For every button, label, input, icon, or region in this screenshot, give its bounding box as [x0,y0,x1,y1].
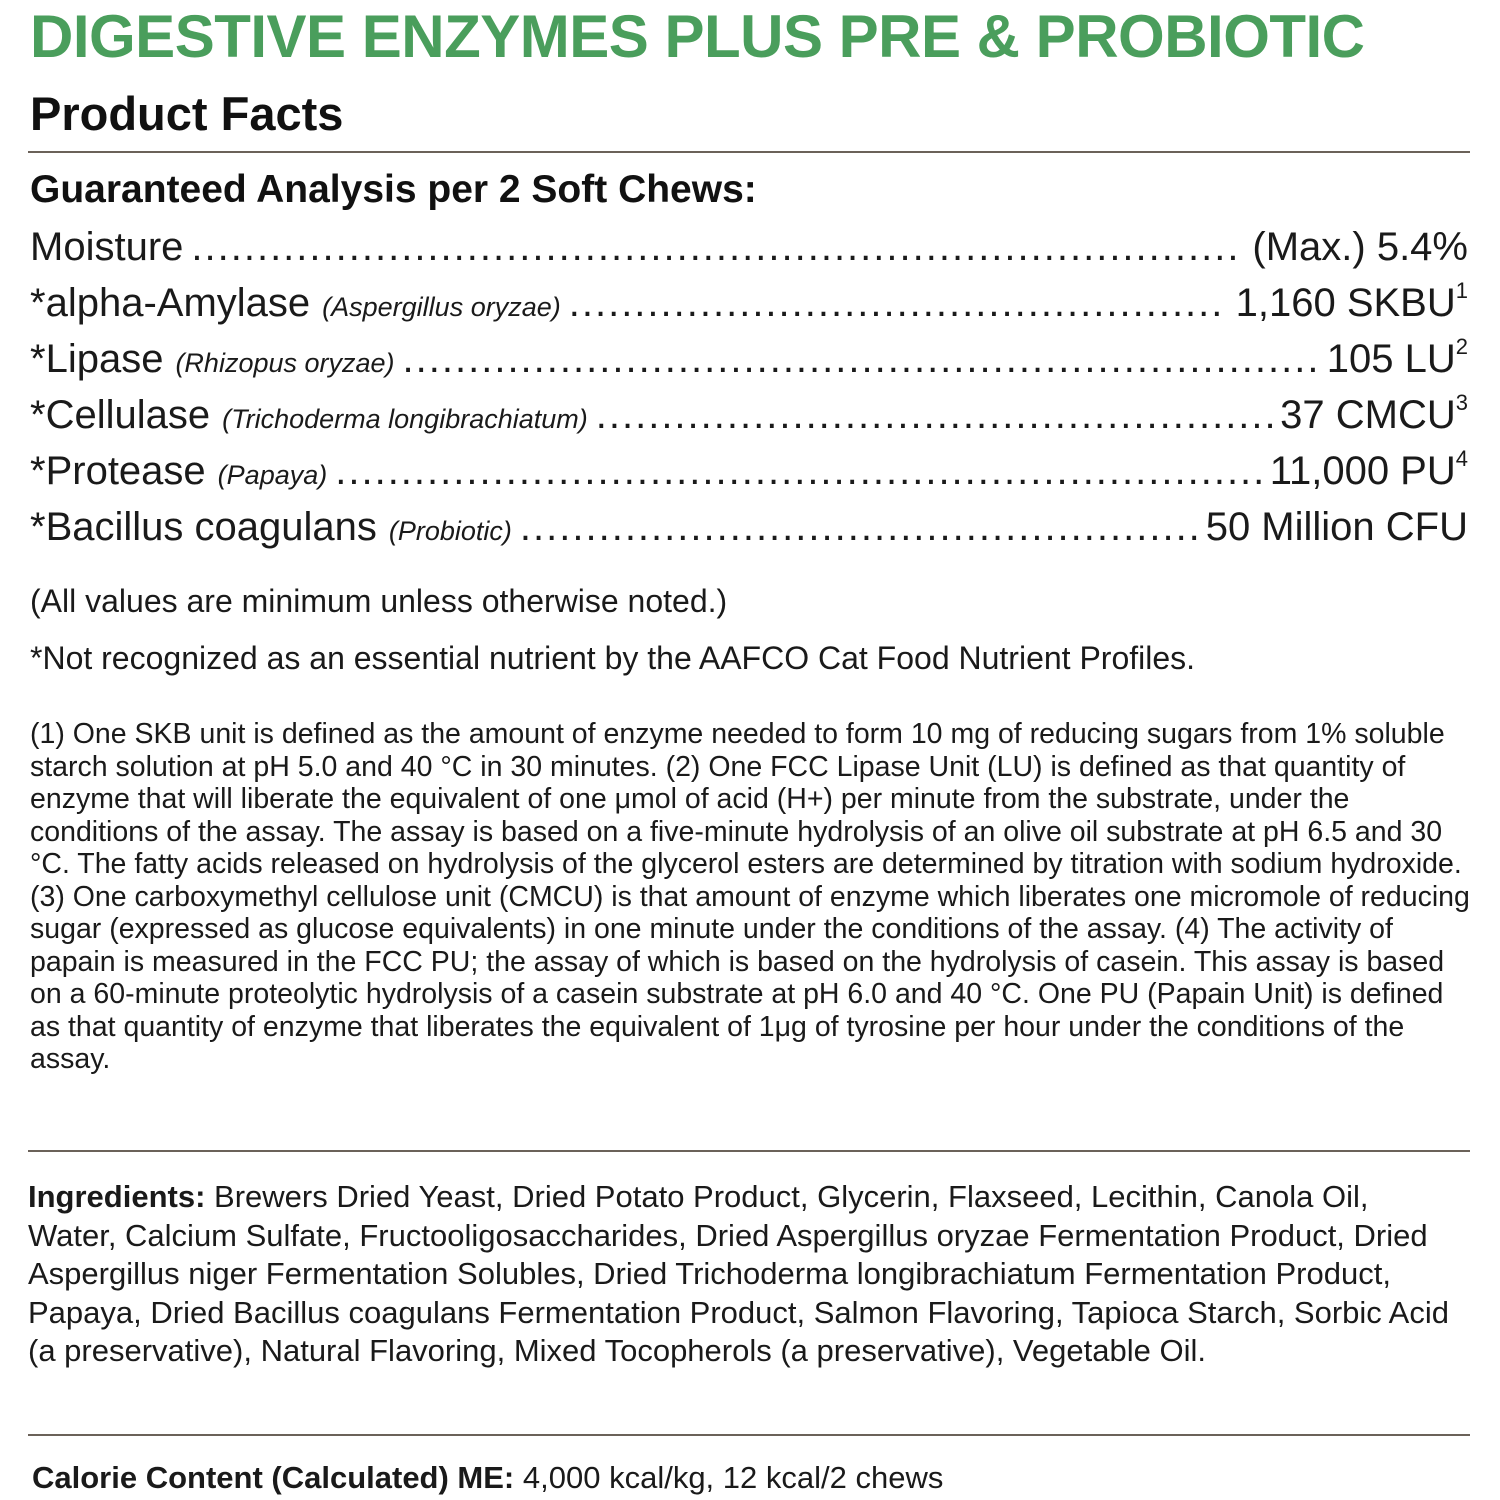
calorie-label: Calorie Content (Calculated) ME: [32,1460,515,1495]
footnote-marker: 3 [1455,393,1468,415]
product-title: DIGESTIVE ENZYMES PLUS PRE & PROBIOTIC [30,3,1365,70]
unit-definitions: (1) One SKB unit is defined as the amount of enzyme needed to form 10 mg of reducing sugars from 1% soluble starch solution at pH 5.0 and 40 °C in 30 minutes. (2) One FCC Lipase Unit (LU) is defined as that quantity of enzyme that will liberate the equivalent of one μmol of acid (H+) per minute from the substrate, under the conditions of the assay. The assay is based on a five-minute hydrolysis of an olive oil substrate at pH 6.5 and 30 °C. The fatty acids released on hydrolysis of the glycerol esters are determined by titration with sodium hydroxide. (3) One carboxymethyl cellulose unit (CMCU) is that amount of enzyme which liberates one micromole of reducing sugar (expressed as glucose equivalents) in one minute under the conditions of the assay. (4) The activity of papain is measured in the FCC PU; the assay of which is based on the hydrolysis of casein. This assay is based on a 60-minute proteolytic hydrolysis of a casein substrate at pH 6.0 and 40 °C. One PU (Papain Unit) is defined as that quantity of enzyme that liberates the equivalent of 1μg of tyrosine per hour under the conditions of the assay. [30,718,1470,1075]
product-facts-heading: Product Facts [30,87,344,140]
analysis-row-amylase [30,281,1468,337]
analysis-row-source: (Aspergillus oryzae) [322,292,561,322]
dot-leader [191,225,1244,270]
analysis-row-source: (Trichoderma longibrachiatum) [222,404,588,434]
analysis-row-source: (Probiotic) [388,516,512,546]
dot-leader [520,505,1198,550]
analysis-row-source: (Rhizopus oryzae) [175,348,395,378]
analysis-row-value: 11,000 $PU^4$ [1270,449,1468,494]
ingredients-label: Ingredients: [28,1179,206,1214]
dot-leader [569,281,1228,326]
analysis-row-cellulase [30,393,1468,449]
guaranteed-analysis-heading: Guaranteed Analysis per 2 Soft Chews: [30,168,757,211]
analysis-row-name: *Cellulase [30,393,211,437]
calorie-content [32,1460,943,1496]
analysis-row-name: Moisture [30,225,184,269]
divider-bottom [28,1434,1470,1436]
analysis-row-name: *Bacillus coagulans [30,505,377,549]
analysis-row-value: 105 $LU^2$ [1327,337,1468,382]
divider-middle [28,1150,1470,1152]
ingredients-block [28,1178,1453,1371]
calorie-text: 4,000 kcal/kg, 12 kcal/2 chews [522,1460,944,1495]
guaranteed-analysis-table [30,225,1468,561]
analysis-row-value: 1,160 SKBU$^1$ [1236,281,1468,326]
analysis-row-name: *Lipase [30,337,164,381]
minimum-values-note: (All values are minimum unless otherwise noted.) [30,583,728,619]
analysis-row-name: *alpha-Amylase [30,281,311,325]
analysis-row-name: *Protease [30,449,206,493]
analysis-row-bacillus [30,505,1468,561]
footnote-marker: 1 [1455,281,1468,303]
dot-leader [335,449,1261,494]
analysis-row-lipase [30,337,1468,393]
divider-top [28,151,1470,153]
footnote-marker: 2 [1455,337,1468,359]
analysis-row-value: 50 Million CFU [1205,505,1468,549]
aafco-note: *Not recognized as an essential nutrient by the AAFCO Cat Food Nutrient Profiles. [30,640,1196,676]
analysis-row-moisture [30,225,1468,281]
analysis-row-value: (Max.) 5.4% [1252,225,1468,269]
dot-leader [596,393,1272,438]
ingredients-text: Brewers Dried Yeast, Dried Potato Product, Glycerin, Flaxseed, Lecithin, Canola Oil, Water, Calcium Sulfate, Fructooligosaccharides, Dried Aspergillus oryzae Fermentation Product, Dried Aspergillus niger Fermentation Solubles, Dried Trichoderma longibrachiatum Fermentation Product, Papaya, Dried Bacillus coagulans Fermentation Product, Salmon Flavoring, Tapioca Starch, Sorbic Acid (a preservative), Natural Flavoring, Mixed Tocopherols (a preservative), Vegetable Oil. [28,1179,1449,1369]
analysis-row-value: 37 CMCU$^3$ [1280,393,1468,438]
analysis-row-protease [30,449,1468,505]
analysis-row-source: (Papaya) [217,460,328,490]
footnote-marker: 4 [1455,449,1468,471]
dot-leader [403,337,1319,382]
